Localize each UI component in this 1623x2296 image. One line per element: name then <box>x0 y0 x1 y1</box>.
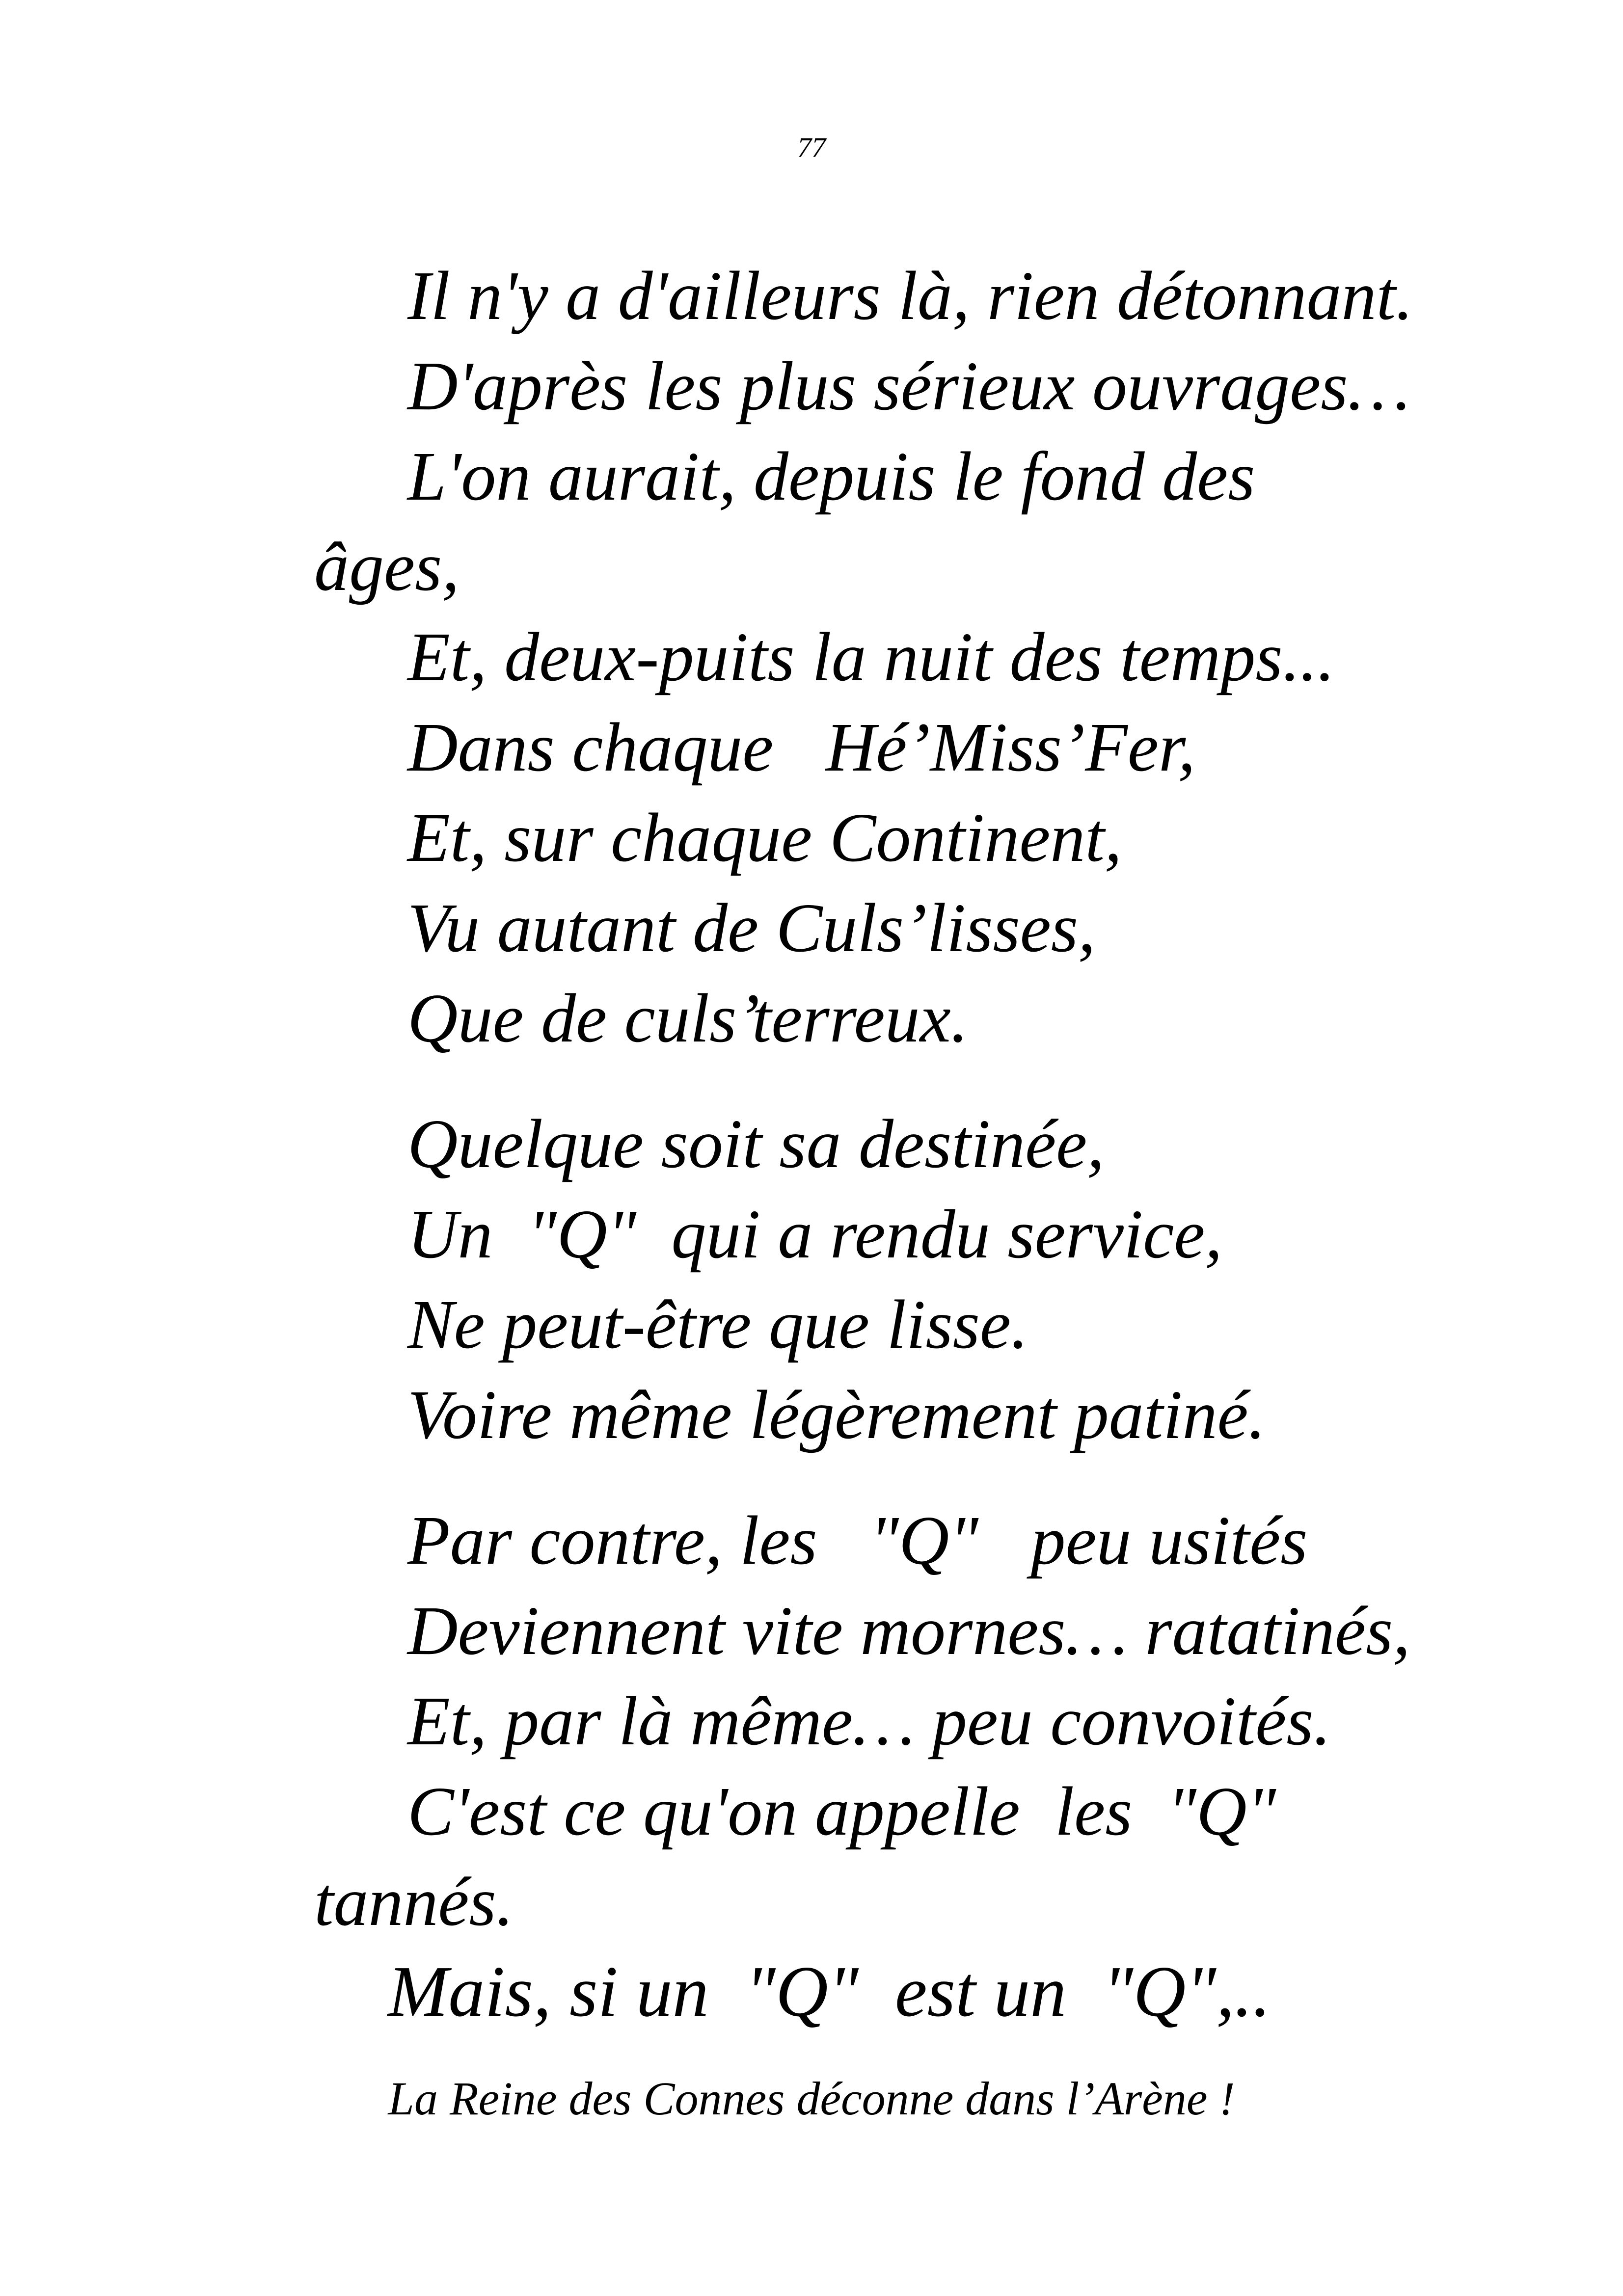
stanza-2 <box>314 1098 1571 1460</box>
page-footer: La Reine des Connes déconne dans l’Arène ! <box>388 2072 1235 2125</box>
poem-line: Et, sur chaque Continent, <box>407 799 1122 876</box>
stanza-3 <box>314 1495 1571 2037</box>
poem-line: L'on aurait, depuis le fond des <box>407 437 1255 515</box>
poem-body <box>314 250 1571 2037</box>
poem-line-wrap: âges, <box>314 528 460 605</box>
poem-line: Vu autant de Culs’lisses, <box>407 889 1096 966</box>
poem-line: Voire même légèrement patiné. <box>407 1376 1266 1453</box>
stanza-1 <box>314 250 1571 1063</box>
poem-line-wrap: tannés. <box>314 1863 514 1940</box>
poem-line: Deviennent vite mornes… ratatinés, <box>407 1592 1410 1669</box>
poem-line: Dans chaque Hé’Miss’Fer, <box>407 708 1196 786</box>
poem-line: Un "Q" qui a rendu service, <box>407 1195 1222 1273</box>
page-number: 77 <box>797 132 826 163</box>
poem-line: Ne peut-être que lisse. <box>407 1285 1028 1363</box>
poem-line: Et, deux-puits la nuit des temps... <box>407 618 1335 695</box>
poem-line: Quelque soit sa destinée, <box>407 1105 1105 1182</box>
poem-line: Et, par là même… peu convoités. <box>407 1682 1331 1760</box>
poem-line: Par contre, les "Q" peu usités <box>407 1501 1308 1579</box>
poem-line: Que de culs’terreux. <box>407 979 969 1057</box>
poem-line-final: Mais, si un "Q" est un "Q",.. <box>388 1951 1271 2032</box>
stanza-divider <box>314 1460 1571 1495</box>
poem-line: D'après les plus sérieux ouvrages… <box>407 347 1410 425</box>
poem-line: C'est ce qu'on appelle les "Q" <box>407 1772 1276 1850</box>
poem-line: Il n'y a d'ailleurs là, rien détonnant. <box>407 257 1413 334</box>
stanza-divider <box>314 1063 1571 1098</box>
